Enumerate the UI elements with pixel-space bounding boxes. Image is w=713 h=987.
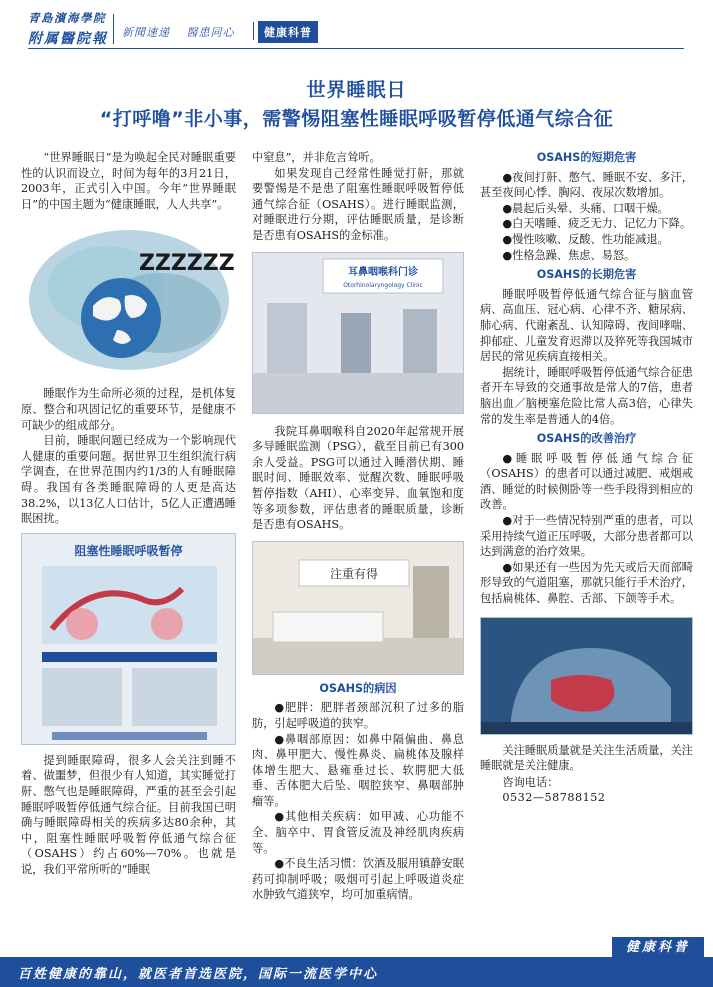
section-heading-long-term: OSAHS的长期危害 — [536, 268, 637, 282]
paragraph: 目前，睡眠问题已经成为一个影响现代人健康的重要问题。据世界卫生组织流行病学调查，在世界范围内约1/3的人有睡眠障碍。我国有各类睡眠障碍的人更是高达38.2%，以13亿人口估计，5亿人正遭遇睡眠困扰。 — [21, 434, 236, 526]
paragraph: 据统计，睡眠呼吸暂停低通气综合征患者开车导致的交通事故是常人的7倍，患者脑出血／脑梗塞危险比常人高3倍，心律失常的发生率是普通人的4倍。 — [480, 365, 693, 426]
header-rule — [28, 48, 684, 49]
cpap-sleeper-illustration — [480, 617, 693, 735]
clinic-sign-en: Otorhinolaryngology Clinic — [343, 281, 423, 289]
paragraph: 我院耳鼻咽喉科自2020年起常规开展多导睡眠监测（PSG），截至目前已有300余人受益。PSG可以通过入睡潜伏期、睡眠时间、睡眠效率、觉醒次数、睡眠呼吸暂停指数（AHI）、心率变异、血氧饱和度等多项参数，评估患者的睡眠质量，诊断是否患有OSAHS。 — [252, 424, 464, 532]
phone-number[interactable]: 0532—58788152 — [502, 791, 606, 805]
zzz-text: ZZZZZZ — [139, 251, 235, 277]
airway-diagram-icon — [22, 534, 236, 745]
masthead — [0, 0, 713, 64]
bullet-item: ●对于一些情况特别严重的患者，可以采用持续气道正压呼吸，大部分患者都可以达到满意的治疗效果。 — [480, 514, 693, 559]
consulting-room-icon — [253, 542, 464, 675]
paragraph: 睡眠呼吸暂停低通气综合征与脑血管病、高血压、冠心病、心律不齐、糖尿病、肺心病、代谢紊乱、认知障碍、夜间哮喘、抑郁症、儿童发育迟滞以及猝死等我国城市居民的常见疾病直接相关。 — [480, 287, 693, 364]
article-headline: “打呼噜”非小事，需警惕阻塞性睡眠呼吸暂停低通气综合征 — [99, 108, 614, 130]
brand-line-2: 附属醫院報 — [28, 31, 108, 47]
article-kicker: 世界睡眠日 — [306, 79, 407, 101]
sleeping-profile-icon — [481, 618, 693, 735]
section-heading-cause: OSAHS的病因 — [319, 681, 397, 695]
bullet-item: ●如果还有一些因为先天或后天而部畸形导致的气道阻塞，那就只能行手术治疗，包括扁桃体、鼻腔、舌部、下颌等手术。 — [480, 560, 693, 606]
brand-line-1: 青島濱海學院 — [28, 11, 106, 25]
footer-slogan: 百姓健康的靠山，就医者首选医院，国际一流医学中心 — [18, 967, 379, 982]
bullet-item: ●晨起后头晕、头痛、口咽干燥。 — [502, 201, 669, 215]
paragraph: “世界睡眠日”是为唤起全民对睡眠重要性的认识而设立，时间为每年的3月21日，2003年，正式引入中国。今年“世界睡眠日”的中国主题为“健康睡眠，人人共享”。 — [21, 151, 236, 211]
section-heading-short-term: OSAHS的短期危害 — [536, 151, 637, 164]
osa-poster-photo — [21, 533, 236, 745]
bullet-item: ●性格急躁、焦虑、易怒。 — [502, 248, 636, 262]
active-section-tab[interactable]: 健康科普 — [258, 21, 318, 43]
header-divider-2 — [253, 22, 254, 40]
section-nav — [122, 24, 247, 40]
nav-item-doctor-patient[interactable]: 醫患同心 — [186, 26, 235, 39]
calligraphy-scroll: 注重有得 — [329, 566, 379, 581]
newspaper-brand — [28, 10, 114, 48]
bullet-item: ●鼻咽部原因：如鼻中隔偏曲、鼻息肉、鼻甲肥大、慢性鼻炎、扁桃体及腺样体增生肥大、悬雍垂过长、软腭肥大低垂、舌体肥大后坠、咽腔狭窄、鼻咽部肿瘤等。 — [252, 732, 464, 808]
poster-title: 阻塞性睡眠呼吸暂停 — [74, 543, 183, 558]
section-heading-treatment: OSAHS的改善治疗 — [536, 432, 637, 446]
column-2 — [252, 150, 464, 903]
bullet-item: ●夜间打鼾、憋气、睡眠不安、多汗，甚至夜间心悸、胸闷、夜尿次数增加。 — [480, 170, 693, 200]
paragraph: 提到睡眠障碍，很多人会关注到睡不着、做噩梦，但很少有人知道，其实睡觉打鼾、憋气也是睡眠障碍，严重的甚至会引起睡眠呼吸暂停低通气综合征。目前我国已明确与睡眠障碍相关的疾病多达80余种，其中，阻塞性睡眠呼吸暂停低通气综合征（OSAHS）约占60%—70%。也就是说，我们平常所听的“睡眠 — [21, 753, 236, 876]
paragraph: 中窒息”，并非危言耸听。 — [252, 151, 381, 164]
earth-cloud-icon — [21, 218, 236, 378]
header-divider — [113, 14, 114, 44]
footer-section-tag: 健康科普 — [612, 937, 704, 959]
consulting-room-photo — [252, 541, 464, 675]
bullet-item: ●慢性咳嗽、反酸、性功能减退。 — [502, 232, 669, 246]
column-3 — [480, 150, 693, 806]
consult-line — [480, 775, 693, 791]
bullet-item: ●白天嗜睡、疲乏无力、记忆力下降。 — [502, 217, 692, 231]
closing-paragraph: 关注睡眠质量就是关注生活质量，关注睡眠就是关注健康。 — [480, 743, 693, 773]
bullet-item: ●不良生活习惯：饮酒及服用镇静安眠药可抑制呼吸；吸烟可引起上呼吸道炎症水肿致气道狭窄，均可加重病情。 — [252, 857, 464, 902]
paragraph: 如果发现自己经常性睡觉打鼾，那就要警惕是不是患了阻塞性睡眠呼吸暂停低通气综合征（OSAHS）。进行睡眠监测，对睡眠进行分期，评估睡眠质量，是诊断是否患有OSAHS的金标准。 — [252, 166, 464, 242]
bullet-item: ●肥胖：肥胖者颈部沉积了过多的脂肪，引起呼吸道的狭窄。 — [252, 701, 464, 730]
paragraph: 睡眠作为生命所必须的过程，是机体复原、整合和巩固记忆的重要环节，是健康不可缺少的组成部分。 — [21, 387, 236, 432]
column-1 — [21, 150, 236, 877]
clinic-corridor-icon — [253, 253, 464, 414]
bullet-item: ●睡眠呼吸暂停低通气综合征（OSAHS）的患者可以通过减肥、戒烟戒酒、睡觉的时候侧卧等一些手段得到相应的改善。 — [480, 451, 693, 512]
nav-item-news[interactable]: 新聞速递 — [122, 26, 170, 39]
consult-label: 咨询电话： — [502, 775, 559, 789]
earth-sleep-illustration — [21, 218, 236, 378]
bullet-item: ●其他相关疾病：如甲减、心功能不全、脑卒中、胃食管反流及神经肌肉疾病等。 — [252, 810, 464, 855]
clinic-sign-cn: 耳鼻咽喉科门诊 — [348, 266, 418, 278]
ent-clinic-photo — [252, 252, 464, 414]
